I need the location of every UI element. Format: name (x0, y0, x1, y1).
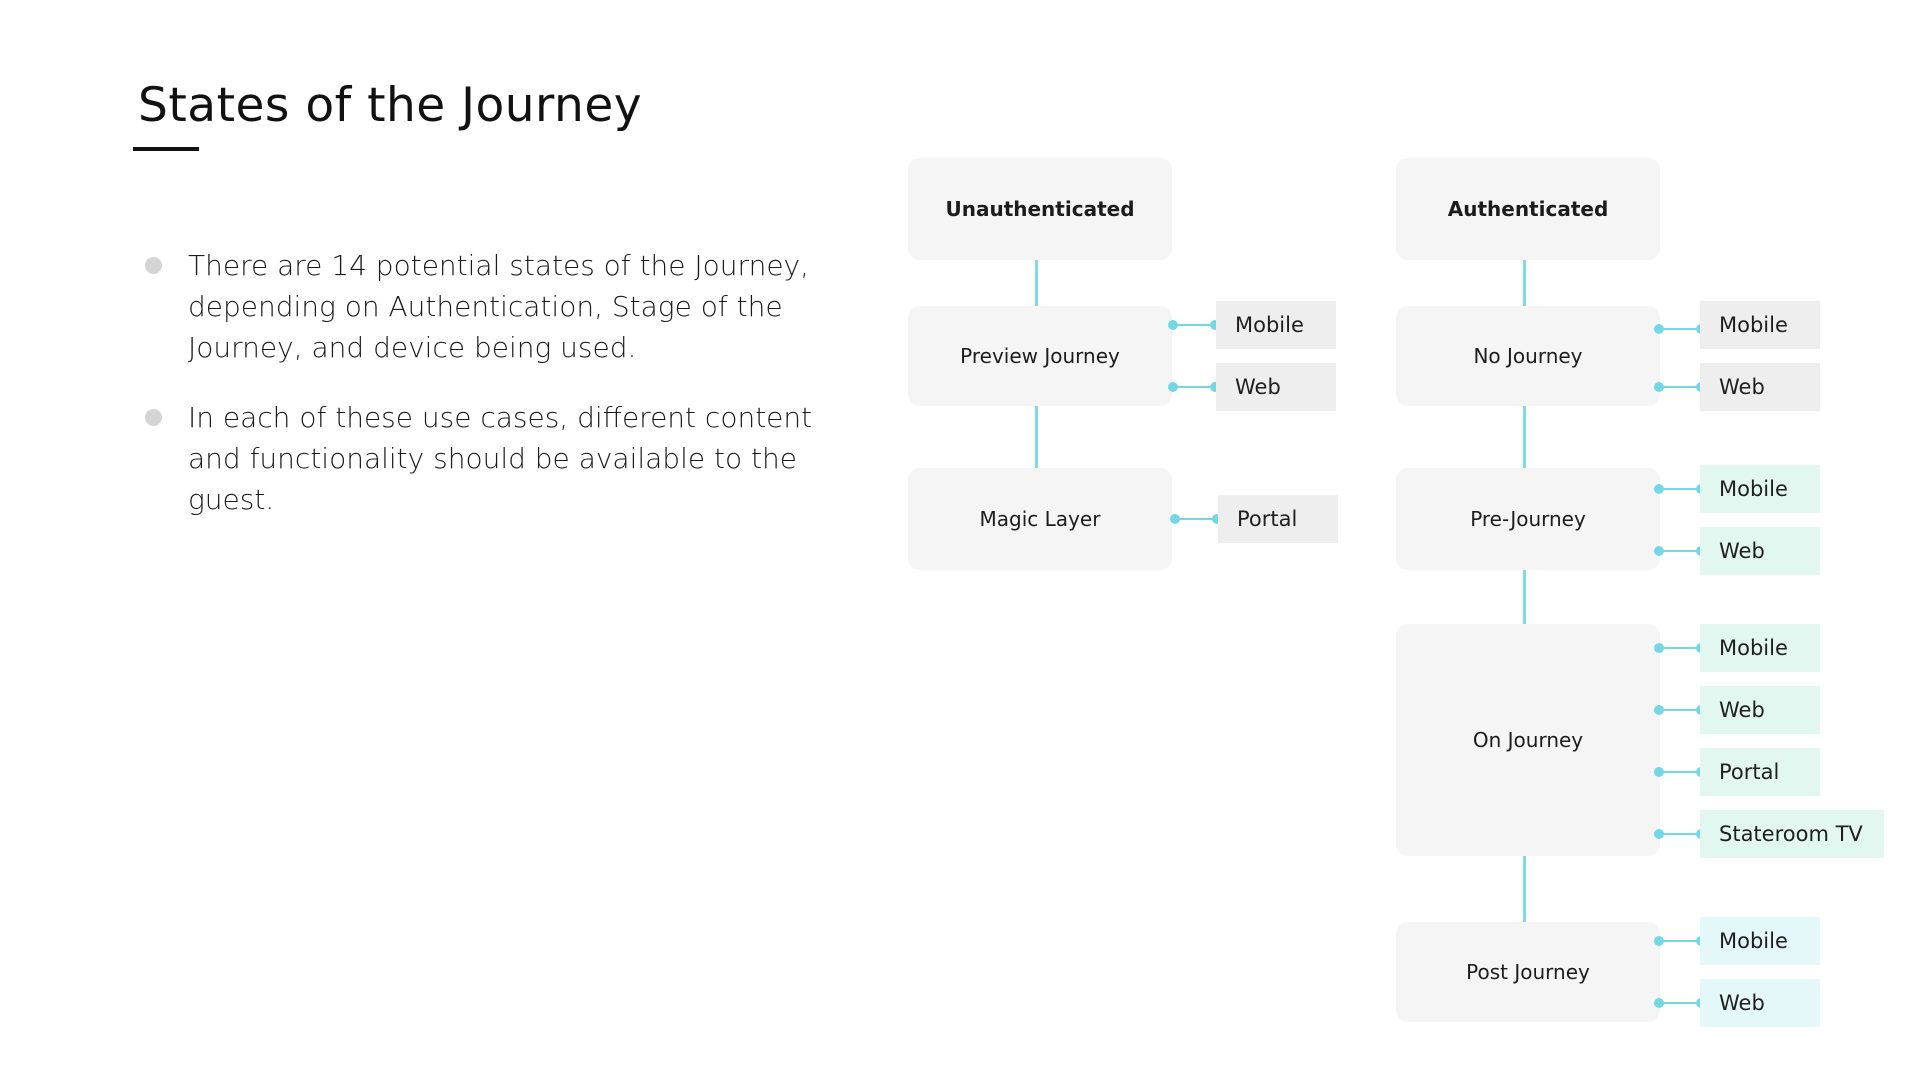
no-journey-node: No Journey (1396, 306, 1660, 406)
connector (1654, 483, 1706, 495)
connector (1654, 935, 1706, 947)
post-journey-node: Post Journey (1396, 922, 1660, 1022)
on-journey-stateroom-tv-tag: Stateroom TV (1700, 810, 1884, 858)
preview-journey-mobile-tag: Mobile (1216, 301, 1336, 349)
on-journey-mobile-tag: Mobile (1700, 624, 1820, 672)
bullet-dot-icon (145, 257, 162, 274)
bullet-text: There are 14 potential states of the Journey, depending on Authentication, Stage of the Journey, and device being used. (188, 249, 810, 364)
connector (1168, 381, 1220, 393)
post-journey-mobile-tag: Mobile (1700, 917, 1820, 965)
connector-line (1523, 856, 1526, 922)
no-journey-web-tag: Web (1700, 363, 1820, 411)
on-journey-web-tag: Web (1700, 686, 1820, 734)
connector (1654, 545, 1706, 557)
bullet-item (145, 397, 865, 520)
connector-line (1035, 406, 1038, 468)
connector-line (1523, 260, 1526, 306)
preview-journey-node: Preview Journey (908, 306, 1172, 406)
magic-layer-node: Magic Layer (908, 468, 1172, 570)
connector (1654, 381, 1706, 393)
pre-journey-web-tag: Web (1700, 527, 1820, 575)
bullet-list (145, 245, 865, 549)
bullet-dot-icon (145, 409, 162, 426)
unauthenticated-header: Unauthenticated (908, 158, 1172, 260)
connector (1168, 319, 1220, 331)
on-journey-node: On Journey (1396, 624, 1660, 856)
no-journey-mobile-tag: Mobile (1700, 301, 1820, 349)
bullet-item (145, 245, 865, 368)
connector (1654, 642, 1706, 654)
post-journey-web-tag: Web (1700, 979, 1820, 1027)
connector (1654, 828, 1706, 840)
connector (1654, 997, 1706, 1009)
magic-layer-portal-tag: Portal (1218, 495, 1338, 543)
preview-journey-web-tag: Web (1216, 363, 1336, 411)
on-journey-portal-tag: Portal (1700, 748, 1820, 796)
connector-line (1523, 406, 1526, 468)
authenticated-header: Authenticated (1396, 158, 1660, 260)
page-title: States of the Journey (138, 78, 643, 133)
connector-line (1035, 260, 1038, 306)
connector-line (1523, 570, 1526, 624)
title-underline (133, 147, 199, 151)
pre-journey-node: Pre-Journey (1396, 468, 1660, 570)
connector (1654, 323, 1706, 335)
connector (1654, 766, 1706, 778)
connector (1654, 704, 1706, 716)
pre-journey-mobile-tag: Mobile (1700, 465, 1820, 513)
connector (1170, 513, 1222, 525)
bullet-text: In each of these use cases, different content and functionality should be available to the guest. (188, 401, 813, 516)
